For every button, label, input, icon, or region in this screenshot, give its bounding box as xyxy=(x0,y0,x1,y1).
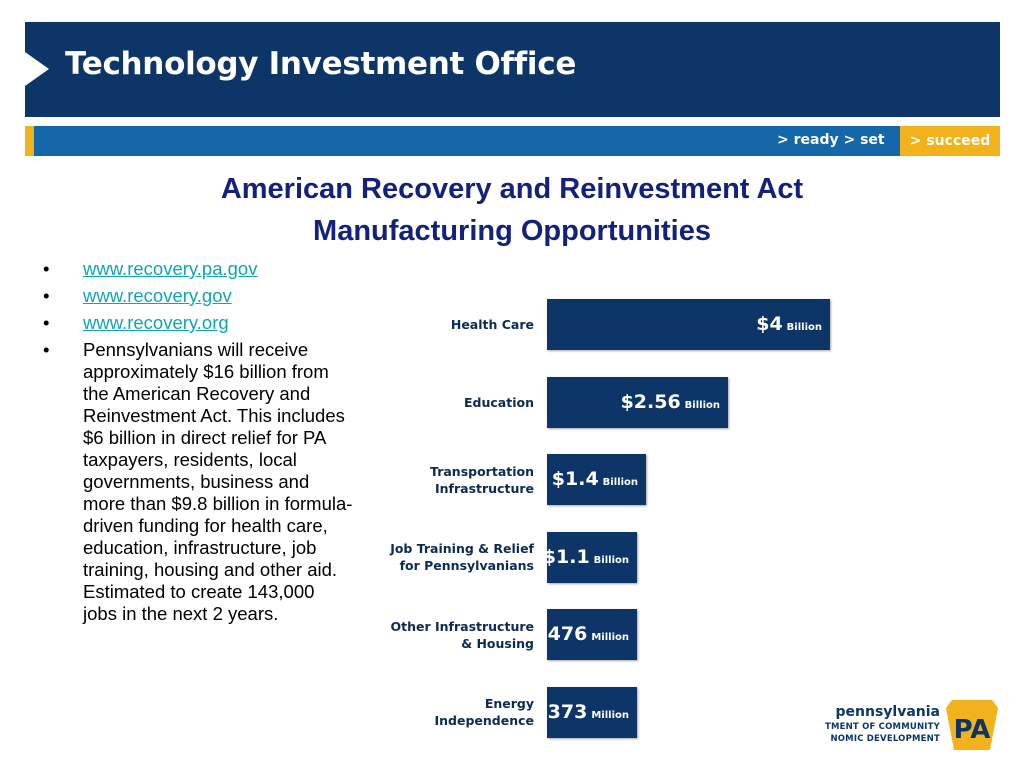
chart-bar xyxy=(534,609,637,660)
bullet-icon: • xyxy=(43,312,50,333)
banner-arrow-icon xyxy=(25,52,49,86)
strip-accent xyxy=(25,126,34,156)
bar-value-label xyxy=(756,299,822,350)
chart-bar xyxy=(534,687,637,738)
list-item xyxy=(40,258,360,280)
chart-category-line: Transportation xyxy=(430,463,534,479)
bar-value-label xyxy=(534,687,629,738)
list-item xyxy=(40,312,360,334)
chart-category-line: for Pennsylvanians xyxy=(399,558,534,573)
bullet-icon: • xyxy=(43,339,50,360)
link-recovery-org[interactable]: www.recovery.org xyxy=(83,312,229,333)
chart-category-label xyxy=(374,618,534,652)
tagline-succeed: > succeed xyxy=(900,126,1000,156)
bar-value-unit: Billion xyxy=(684,399,720,411)
pa-dced-logo xyxy=(824,700,998,750)
summary-paragraph: Pennsylvanians will receive approximately $16 billion from the American Recovery and Reinvestment Act. This includes $6 billion in direct relief for PA taxpayers, residents, local governments, business and more than $9.8 billion in formula-driven funding for health care, education, infrastructure, job training, housing and other aid. Estimated to create 143,000 jobs in the next 2 years. xyxy=(83,339,353,624)
chart-bar xyxy=(542,532,637,583)
bar-value-label xyxy=(543,532,629,583)
bar-value-amount: $4 xyxy=(756,313,783,335)
bar-value-label xyxy=(621,377,720,428)
slide-title-line-1: American Recovery and Reinvestment Act xyxy=(220,173,804,205)
logo-line-2: TMENT OF COMMUNITY xyxy=(824,722,940,732)
logo-text xyxy=(825,704,940,745)
link-recovery-gov[interactable]: www.recovery.gov xyxy=(83,285,232,306)
bar-value-unit: Million xyxy=(591,709,629,721)
bar-value-label xyxy=(534,609,629,660)
tagline-strip xyxy=(25,126,1000,156)
chart-category-line: Health Care xyxy=(450,317,534,332)
chart-category-line: Energy xyxy=(484,696,534,711)
list-item xyxy=(40,285,360,307)
chart-category-label xyxy=(374,463,534,497)
header-title: Technology Investment Office xyxy=(65,46,577,82)
chart-bar xyxy=(547,454,646,505)
slide-title-line-2: Manufacturing Opportunities xyxy=(313,215,711,247)
logo-name: pennsylvania xyxy=(835,704,940,720)
tagline-ready-set: > ready > set xyxy=(777,132,885,148)
bar-value-amount: $373 xyxy=(534,700,588,723)
bullet-icon: • xyxy=(43,285,50,306)
bar-value-label xyxy=(552,454,638,505)
link-recovery-pa-gov[interactable]: www.recovery.pa.gov xyxy=(83,258,258,279)
chart-category-line: Other Infrastructure xyxy=(390,618,534,634)
chart-bar xyxy=(547,377,728,428)
bullet-icon: • xyxy=(43,258,50,279)
chart-category-line: Education xyxy=(464,394,534,410)
chart-category-line: & Housing xyxy=(461,635,534,651)
chart-category-line: Job Training & Relief xyxy=(390,541,534,556)
logo-line-3: NOMIC DEVELOPMENT xyxy=(830,734,940,744)
bullet-list xyxy=(40,258,360,630)
funding-bar-chart xyxy=(380,290,840,750)
list-item xyxy=(40,339,360,625)
bar-value-amount: $1.4 xyxy=(551,468,599,490)
chart-category-label xyxy=(374,540,534,574)
chart-category-label xyxy=(374,316,534,333)
bar-value-amount: $2.56 xyxy=(620,390,681,413)
chart-category-label xyxy=(374,695,534,729)
bar-value-amount: $1.1 xyxy=(542,545,590,568)
header-banner xyxy=(25,22,1000,117)
bar-value-unit: Billion xyxy=(602,477,638,488)
chart-bar xyxy=(547,299,830,350)
bar-value-unit: Million xyxy=(591,632,629,643)
bar-value-amount: $476 xyxy=(534,623,588,645)
bar-value-unit: Billion xyxy=(593,554,629,566)
keystone-icon xyxy=(946,700,998,750)
logo-mark-text: PA xyxy=(953,715,991,745)
slide-title xyxy=(0,168,1024,252)
chart-category-line: Infrastructure xyxy=(435,480,534,496)
chart-category-line: Independence xyxy=(434,713,534,728)
chart-category-label xyxy=(374,394,534,411)
bar-value-unit: Billion xyxy=(786,322,822,333)
